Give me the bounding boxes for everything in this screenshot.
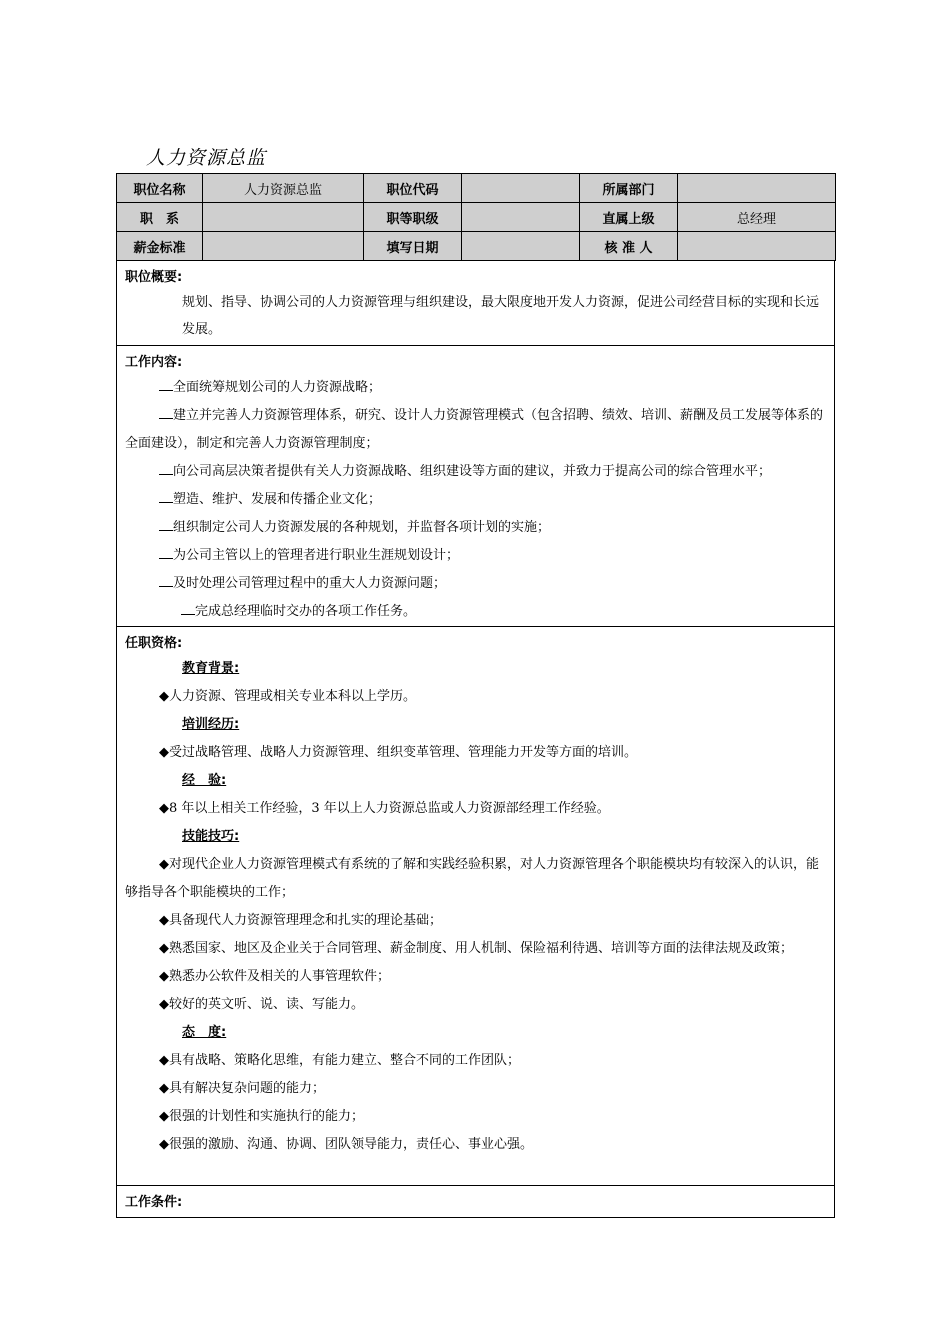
duty-item: 及时处理公司管理过程中的重大人力资源问题； — [125, 570, 826, 598]
position-info-table — [116, 173, 836, 261]
qualification-item: ◆人力资源、管理或相关专业本科以上学历。 — [159, 689, 416, 704]
qualifications-heading: 任职资格: — [125, 636, 183, 651]
duties-heading: 工作内容: — [125, 355, 183, 370]
qualification-item: ◆具有解决复杂问题的能力； — [159, 1081, 325, 1096]
blank-line-mark — [159, 377, 173, 391]
value-job-grade — [462, 203, 580, 232]
value-supervisor: 总经理 — [678, 203, 836, 232]
qualification-item: ◆很强的激励、沟通、协调、团队领导能力，责任心、事业心强。 — [159, 1137, 533, 1152]
qualifications-section — [117, 626, 834, 1185]
qualification-item: ◆8 年以上相关工作经验，3 年以上人力资源总监或人力资源部经理工作经验。 — [159, 801, 610, 816]
qualification-item: ◆受过战略管理、战略人力资源管理、组织变革管理、管理能力开发等方面的培训。 — [159, 745, 637, 760]
qualification-item: ◆较好的英文听、说、读、写能力。 — [159, 997, 364, 1012]
duties-section — [117, 345, 834, 626]
duty-item: 向公司高层决策者提供有关人力资源战略、组织建设等方面的建议，并致力于提高公司的综合管理水平； — [125, 458, 826, 486]
info-row — [117, 174, 836, 203]
duty-item: 为公司主管以上的管理者进行职业生涯规划设计； — [125, 542, 826, 570]
conditions-section — [117, 1185, 834, 1217]
training-heading: 培训经历: — [182, 717, 240, 732]
info-row — [117, 232, 836, 261]
blank-line-mark — [159, 461, 173, 475]
duty-item: 全面统筹规划公司的人力资源战略； — [125, 374, 826, 402]
value-salary — [203, 232, 364, 261]
qualification-item: ◆具备现代人力资源管理理念和扎实的理论基础； — [159, 913, 442, 928]
value-fill-date — [462, 232, 580, 261]
qualification-item: ◆熟悉国家、地区及企业关于合同管理、薪金制度、用人机制、保险福利待遇、培训等方面的法律法规及政策； — [159, 941, 793, 956]
qualification-item: ◆熟悉办公软件及相关的人事管理软件； — [159, 969, 390, 984]
blank-line-mark — [159, 517, 173, 531]
blank-line-mark — [159, 489, 173, 503]
blank-line-mark — [159, 405, 173, 419]
value-position-code — [462, 174, 580, 203]
label-job-grade: 职等职级 — [364, 203, 462, 232]
skills-heading: 技能技巧: — [182, 829, 240, 844]
label-supervisor: 直属上级 — [580, 203, 678, 232]
blank-line-mark — [159, 545, 173, 559]
attitude-heading: 态 度: — [182, 1025, 227, 1040]
qualification-item: ◆很强的计划性和实施执行的能力； — [159, 1109, 364, 1124]
conditions-heading: 工作条件: — [125, 1195, 183, 1210]
label-fill-date: 填写日期 — [364, 232, 462, 261]
experience-heading: 经 验: — [182, 773, 227, 788]
label-approver: 核 准 人 — [580, 232, 678, 261]
summary-heading: 职位概要: — [125, 270, 183, 285]
duty-item: 完成总经理临时交办的各项工作任务。 — [125, 598, 826, 626]
label-job-family: 职 系 — [117, 203, 203, 232]
qualification-item: ◆具有战略、策略化思维，有能力建立、整合不同的工作团队； — [159, 1053, 520, 1068]
document-title: 人力资源总监 — [146, 147, 267, 169]
blank-line-mark — [181, 601, 195, 615]
value-job-family — [203, 203, 364, 232]
label-department: 所属部门 — [580, 174, 678, 203]
duty-item: 建立并完善人力资源管理体系，研究、设计人力资源管理模式（包含招聘、绩效、培训、薪酬及员工发展等体系的全面建设），制定和完善人力资源管理制度； — [125, 402, 826, 458]
info-row — [117, 203, 836, 232]
value-department — [678, 174, 836, 203]
blank-line-mark — [159, 573, 173, 587]
summary-text: 规划、指导、协调公司的人力资源管理与组织建设，最大限度地开发人力资源，促进公司经营目标的实现和长远发展。 — [182, 295, 820, 337]
label-position-code: 职位代码 — [364, 174, 462, 203]
summary-section — [117, 260, 834, 345]
label-salary: 薪金标准 — [117, 232, 203, 261]
duty-item: 塑造、维护、发展和传播企业文化； — [125, 486, 826, 514]
duty-item: 组织制定公司人力资源发展的各种规划，并监督各项计划的实施； — [125, 514, 826, 542]
education-heading: 教育背景: — [182, 661, 240, 676]
label-position-name: 职位名称 — [117, 174, 203, 203]
value-approver — [678, 232, 836, 261]
job-description-body — [116, 260, 835, 1218]
qualification-item: ◆对现代企业人力资源管理模式有系统的了解和实践经验积累，对人力资源管理各个职能模块均有较深入的认识，能够指导各个职能模块的工作； — [125, 857, 819, 900]
value-position-name: 人力资源总监 — [203, 174, 364, 203]
